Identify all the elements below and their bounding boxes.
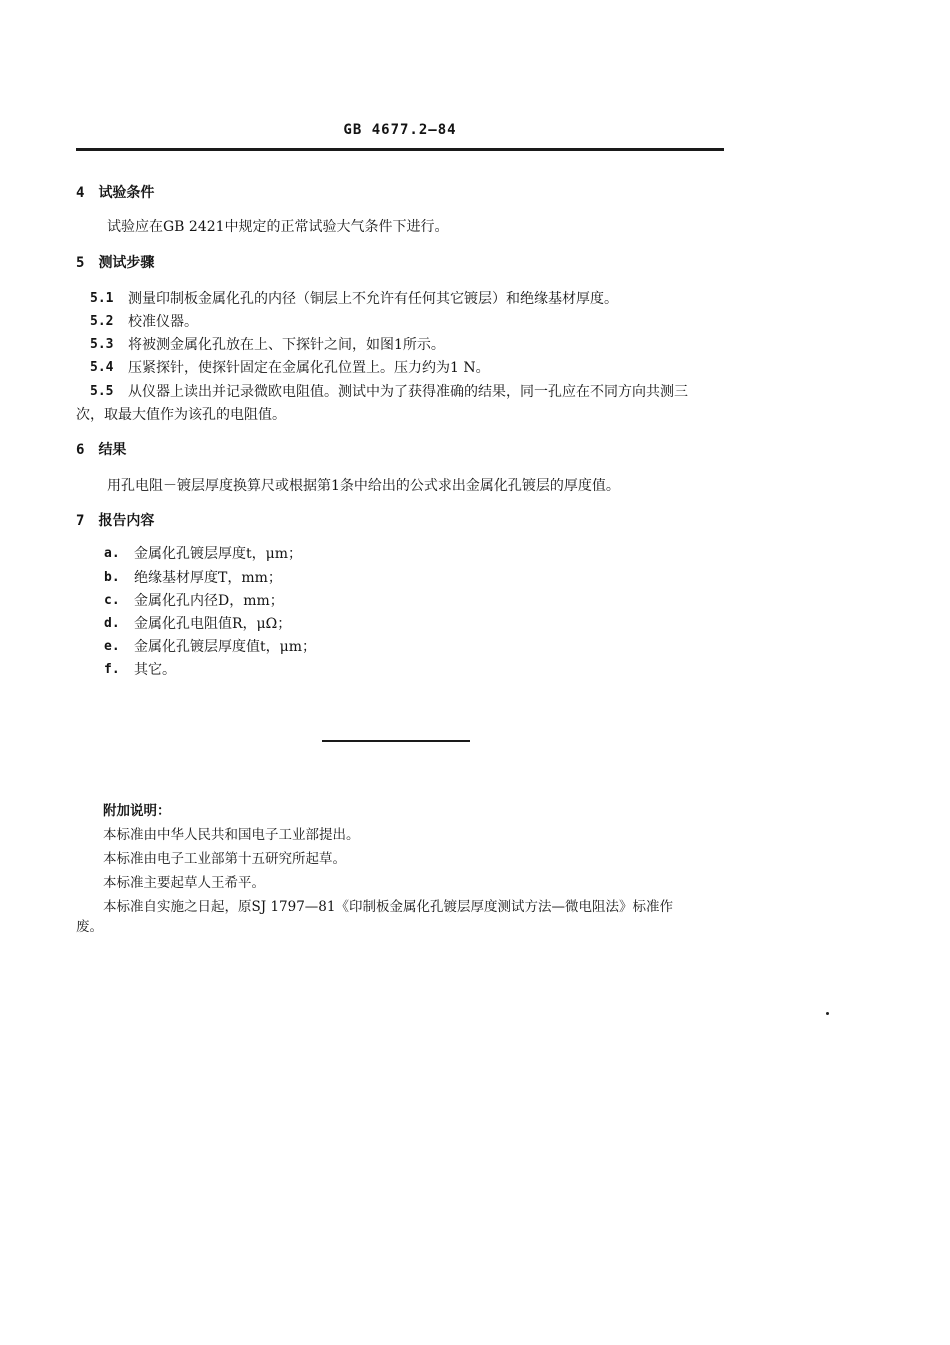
section-4-number: 4 xyxy=(76,185,85,201)
report-item-text: 金属化孔镀层厚度t，μm； xyxy=(134,546,302,562)
section-4-title: 试验条件 xyxy=(98,185,155,201)
section-6-body: 用孔电阻－镀层厚度换算尺或根据第1条中给出的公式求出金属化孔镀层的厚度值。 xyxy=(107,478,620,494)
report-item-label: f. xyxy=(104,662,120,677)
section-7-title: 报告内容 xyxy=(98,513,155,529)
step-text: 测量印制板金属化孔的内径（铜层上不允许有任何其它镀层）和绝缘基材厚度。 xyxy=(128,291,618,307)
step-text: 将被测金属化孔放在上、下探针之间，如图1所示。 xyxy=(128,337,445,353)
step-text: 从仪器上读出并记录微欧电阻值。测试中为了获得准确的结果，同一孔应在不同方向共测三 xyxy=(128,384,688,400)
step-number: 5.4 xyxy=(90,360,114,375)
additional-notes-heading: 附加说明： xyxy=(103,803,171,819)
report-item-label: c. xyxy=(104,593,120,608)
section-4-body: 试验应在GB 2421中规定的正常试验大气条件下进行。 xyxy=(107,219,449,235)
report-item-label: a. xyxy=(104,546,120,561)
section-5-title: 测试步骤 xyxy=(98,255,155,271)
report-item-label: d. xyxy=(104,616,120,631)
step-number: 5.5 xyxy=(90,384,114,399)
scan-speck xyxy=(826,1012,829,1015)
section-7-heading xyxy=(76,512,154,530)
standard-code-header: GB 4677.2—84 xyxy=(343,122,457,138)
step-text: 压紧探针，使探针固定在金属化孔位置上。压力约为1 N。 xyxy=(128,360,490,376)
report-item-text: 金属化孔电阻值R，μΩ； xyxy=(134,616,292,632)
section-6-heading xyxy=(76,441,126,459)
header-rule xyxy=(76,148,724,151)
end-of-text-divider xyxy=(322,740,470,742)
report-item-text: 金属化孔内径D，mm； xyxy=(134,593,284,609)
section-7-number: 7 xyxy=(76,513,85,529)
report-item-text: 其它。 xyxy=(134,662,176,678)
section-5-heading xyxy=(76,254,154,272)
additional-note-line: 本标准由电子工业部第十五研究所起草。 xyxy=(103,851,346,867)
additional-note-line: 本标准由中华人民共和国电子工业部提出。 xyxy=(103,827,360,843)
step-number: 5.2 xyxy=(90,314,114,329)
report-item-label: b. xyxy=(104,570,120,585)
step-number: 5.1 xyxy=(90,291,114,306)
step-number: 5.3 xyxy=(90,337,114,352)
step-text-continuation: 次，取最大值作为该孔的电阻值。 xyxy=(76,407,286,423)
additional-note-line: 本标准主要起草人王希平。 xyxy=(103,875,265,891)
report-item-text: 金属化孔镀层厚度值t，μm； xyxy=(134,639,316,655)
step-text: 校准仪器。 xyxy=(128,314,198,330)
section-6-title: 结果 xyxy=(98,442,127,458)
section-6-number: 6 xyxy=(76,442,85,458)
report-item-label: e. xyxy=(104,639,120,654)
additional-note-line: 本标准自实施之日起，原SJ 1797—81《印制板金属化孔镀层厚度测试方法—微电阻法》标准作 xyxy=(103,899,673,915)
additional-note-continuation: 废。 xyxy=(76,919,103,935)
section-5-number: 5 xyxy=(76,255,85,271)
report-item-text: 绝缘基材厚度T，mm； xyxy=(134,570,282,586)
section-4-heading xyxy=(76,184,154,202)
